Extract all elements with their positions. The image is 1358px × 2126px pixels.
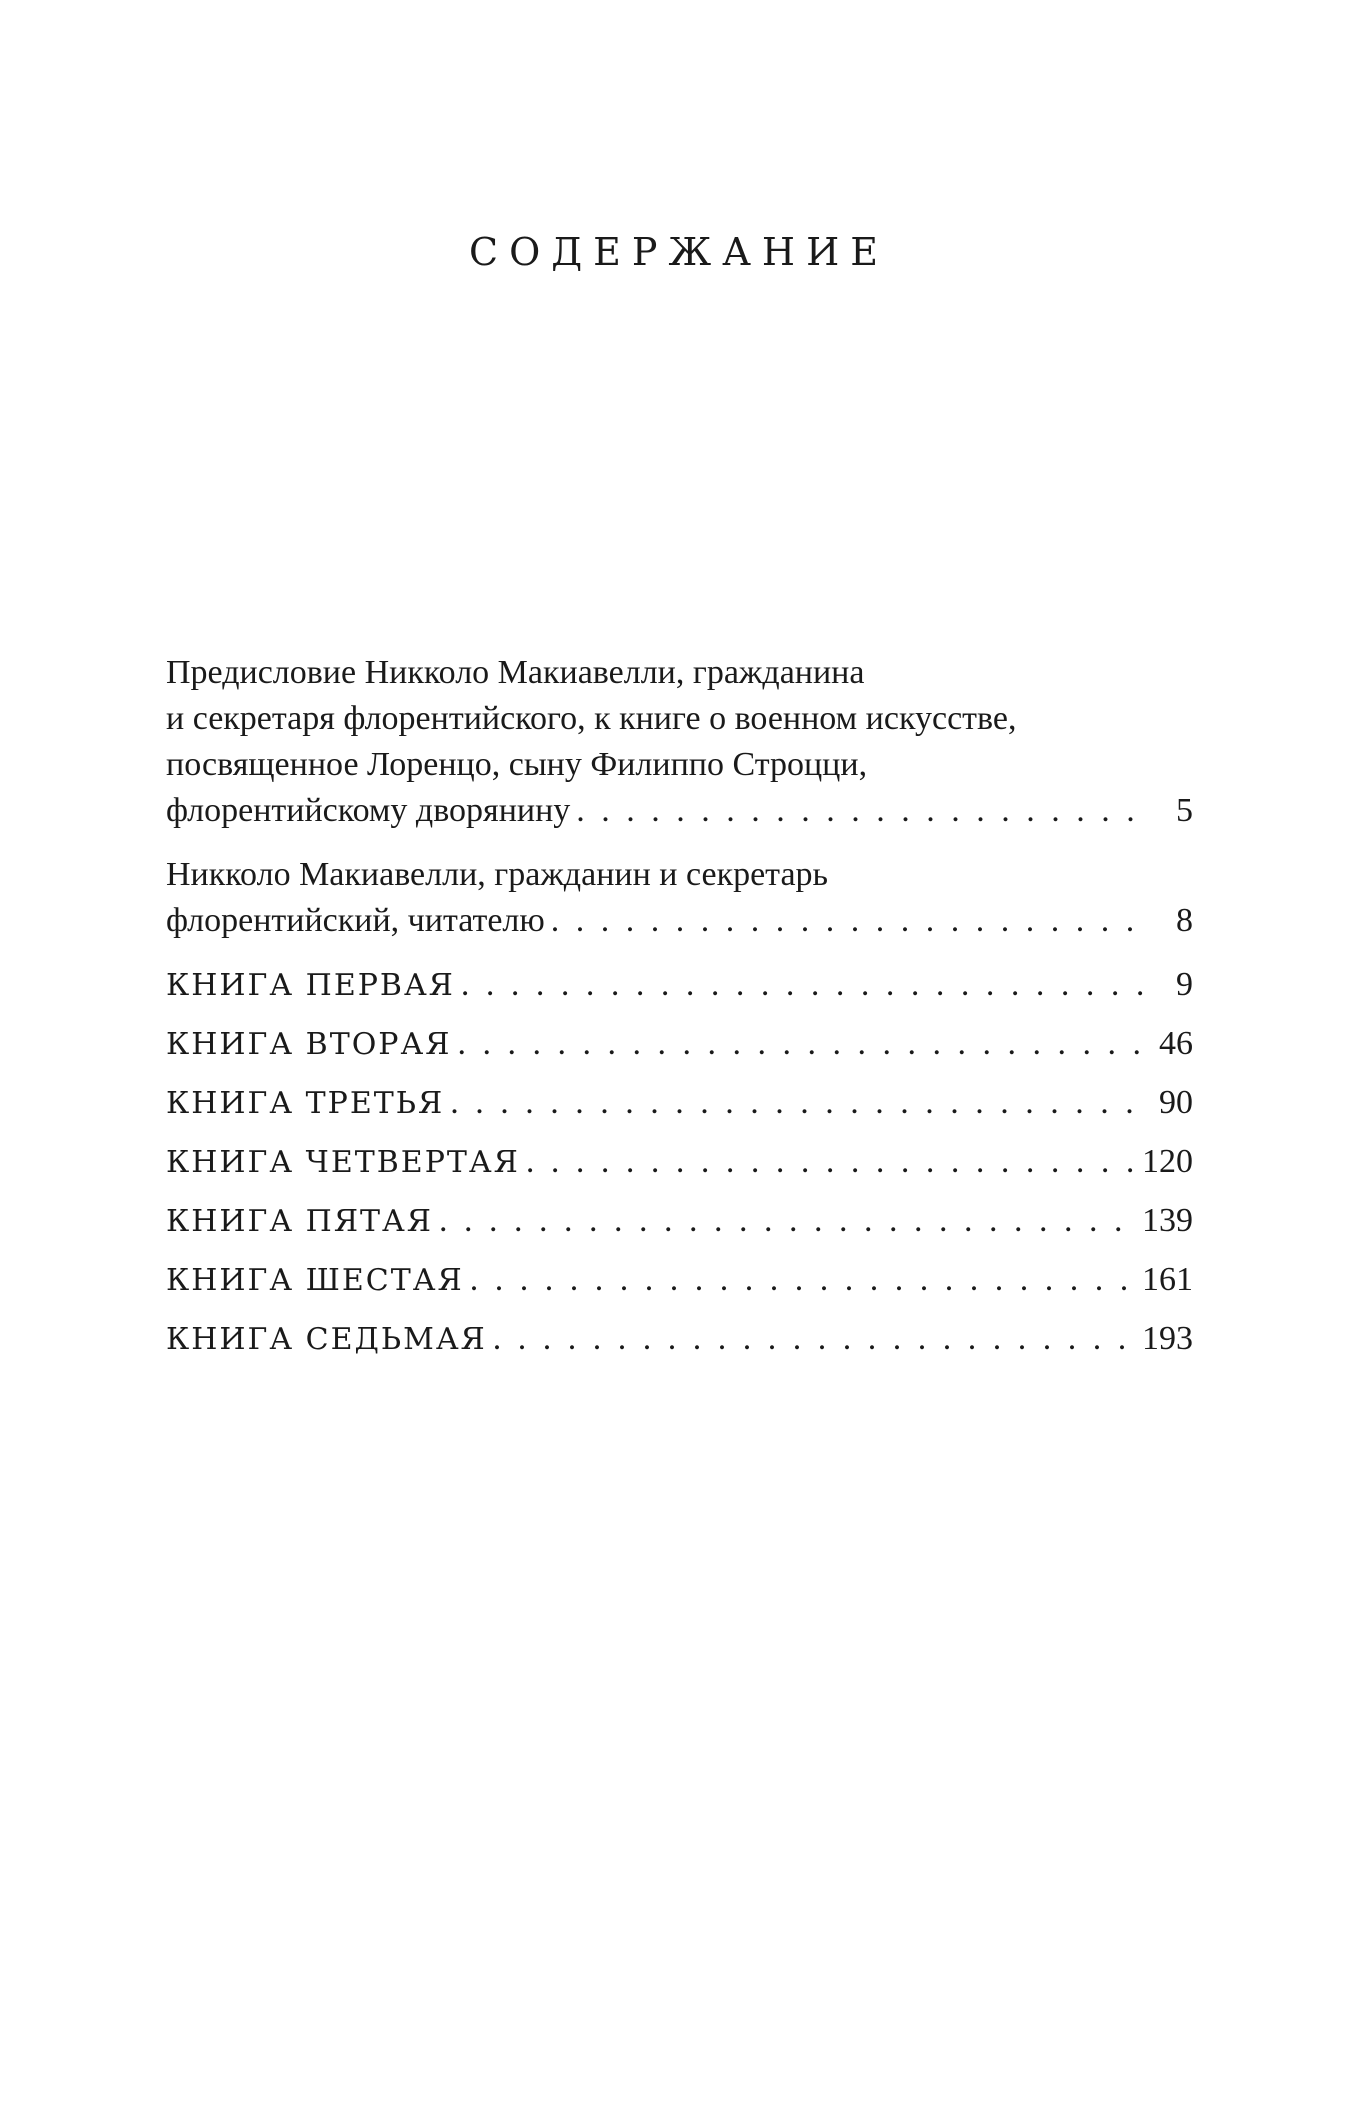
page-number: 8 xyxy=(1176,902,1193,939)
toc-entry-preface xyxy=(166,650,1193,834)
toc-entry-book-2 xyxy=(166,1021,1193,1068)
toc-entry-text: КНИГА ТРЕТЬЯ xyxy=(166,1086,445,1121)
page-number: 161 xyxy=(1142,1261,1193,1298)
toc-entry-line xyxy=(166,1257,1193,1304)
toc-entry-text: КНИГА ПЕРВАЯ xyxy=(166,968,455,1003)
toc-entry-text: КНИГА ШЕСТАЯ xyxy=(166,1263,464,1298)
toc-entry-text-line: посвященное Лоренцо, сыну Филиппо Строцци, xyxy=(166,746,868,783)
toc-entry-book-5 xyxy=(166,1198,1193,1245)
toc-entry-text: КНИГА ЧЕТВЕРТАЯ xyxy=(166,1145,520,1180)
toc-entry-text-line: Предисловие Никколо Макиавелли, гражданина xyxy=(166,654,865,691)
dot-leader xyxy=(457,1021,1147,1067)
page-number: 9 xyxy=(1176,966,1193,1003)
dot-leader xyxy=(576,788,1147,834)
toc-entry-text-line: Никколо Макиавелли, гражданин и секретарь xyxy=(166,856,829,893)
dot-leader xyxy=(470,1257,1136,1303)
page-number: 120 xyxy=(1142,1143,1193,1180)
toc-entry-line xyxy=(166,1080,1193,1127)
toc-entry-text: КНИГА ПЯТАЯ xyxy=(166,1204,434,1239)
toc-entry-book-4 xyxy=(166,1139,1193,1186)
dot-leader xyxy=(526,1139,1136,1185)
dot-leader xyxy=(493,1316,1136,1362)
page-title: СОДЕРЖАНИЕ xyxy=(469,230,889,274)
toc-entry-book-1 xyxy=(166,962,1193,1009)
toc-entry-line xyxy=(166,1139,1193,1186)
toc-entry-text: КНИГА ВТОРАЯ xyxy=(166,1027,452,1062)
toc-entry-line xyxy=(166,1316,1193,1363)
toc-entry-to-reader xyxy=(166,852,1193,944)
dot-leader xyxy=(439,1198,1136,1244)
table-of-contents xyxy=(166,650,1193,1375)
dot-leader xyxy=(551,898,1147,944)
page-number: 46 xyxy=(1159,1025,1193,1062)
toc-entry-last-line xyxy=(166,788,1193,834)
toc-entry-book-7 xyxy=(166,1316,1193,1363)
page-number: 193 xyxy=(1142,1320,1193,1357)
toc-entry-text: флорентийскому дворянину xyxy=(166,792,571,829)
page-number: 90 xyxy=(1159,1084,1193,1121)
page-number: 5 xyxy=(1176,792,1193,829)
toc-entry-line xyxy=(166,1021,1193,1068)
toc-entry-text: флорентийский, читателю xyxy=(166,902,545,939)
toc-entry-text: КНИГА СЕДЬМАЯ xyxy=(166,1322,487,1357)
toc-entry-book-3 xyxy=(166,1080,1193,1127)
dot-leader xyxy=(450,1080,1147,1126)
page-number: 139 xyxy=(1142,1202,1193,1239)
toc-entry-line xyxy=(166,962,1193,1009)
toc-entry-line xyxy=(166,1198,1193,1245)
dot-leader xyxy=(461,962,1147,1008)
toc-entry-last-line xyxy=(166,898,1193,944)
toc-entry-book-6 xyxy=(166,1257,1193,1304)
toc-entry-text-line: и секретаря флорентийского, к книге о военном искусстве, xyxy=(166,700,1017,737)
